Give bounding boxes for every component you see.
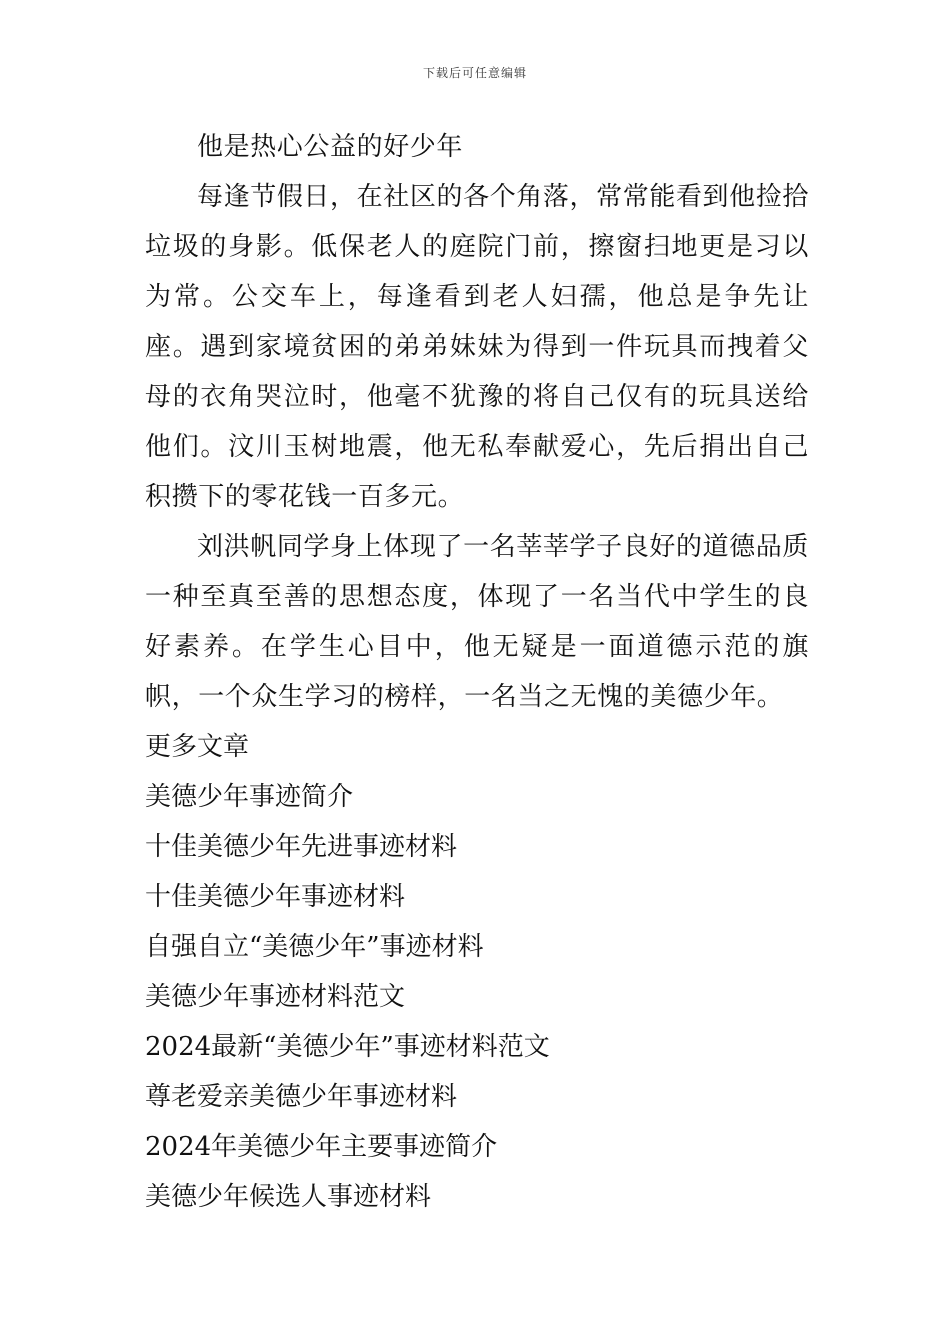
more-article-link[interactable]: 2024年美德少年主要事迹简介 — [145, 1132, 498, 1162]
more-article-link[interactable]: 十佳美德少年事迹材料 — [145, 882, 406, 912]
more-articles-list — [145, 772, 809, 1222]
more-article-link[interactable]: 十佳美德少年先进事迹材料 — [145, 832, 458, 862]
paragraph-public-welfare: 每逢节假日，在社区的各个角落，常常能看到他捡拾垃圾的身影。低保老人的庭院门前，擦窗扫地更是习以为常。公交车上，每逢看到老人妇孺，他总是争先让座。遇到家境贫困的弟弟妹妹为得到一件玩具而拽着父母的衣角哭泣时，他毫不犹豫的将自己仅有的玩具送给他们。汶川玉树地震，他无私奉献爱心，先后捐出自己积攒下的零花钱一百多元。 — [145, 182, 809, 512]
more-article-link[interactable]: 2024最新“美德少年”事迹材料范文 — [145, 1032, 550, 1062]
more-article-link[interactable]: 自强自立“美德少年”事迹材料 — [145, 932, 484, 962]
section-subtitle: 他是热心公益的好少年 — [197, 132, 464, 162]
more-article-link[interactable]: 美德少年事迹材料范文 — [145, 982, 406, 1012]
paragraph-summary: 刘洪帆同学身上体现了一名莘莘学子良好的道德品质一种至真至善的思想态度，体现了一名当代中学生的良好素养。在学生心目中，他无疑是一面道德示范的旗帜，一个众生学习的榜样，一名当之无愧的美德少年。 — [145, 532, 809, 712]
page-header: 下载后可任意编辑 — [422, 66, 527, 80]
more-article-link[interactable]: 尊老爱亲美德少年事迹材料 — [145, 1082, 458, 1112]
more-article-link[interactable]: 美德少年候选人事迹材料 — [145, 1182, 432, 1212]
more-article-link[interactable]: 美德少年事迹简介 — [145, 782, 354, 812]
more-articles-heading: 更多文章 — [145, 732, 250, 762]
document-body — [145, 122, 809, 1222]
